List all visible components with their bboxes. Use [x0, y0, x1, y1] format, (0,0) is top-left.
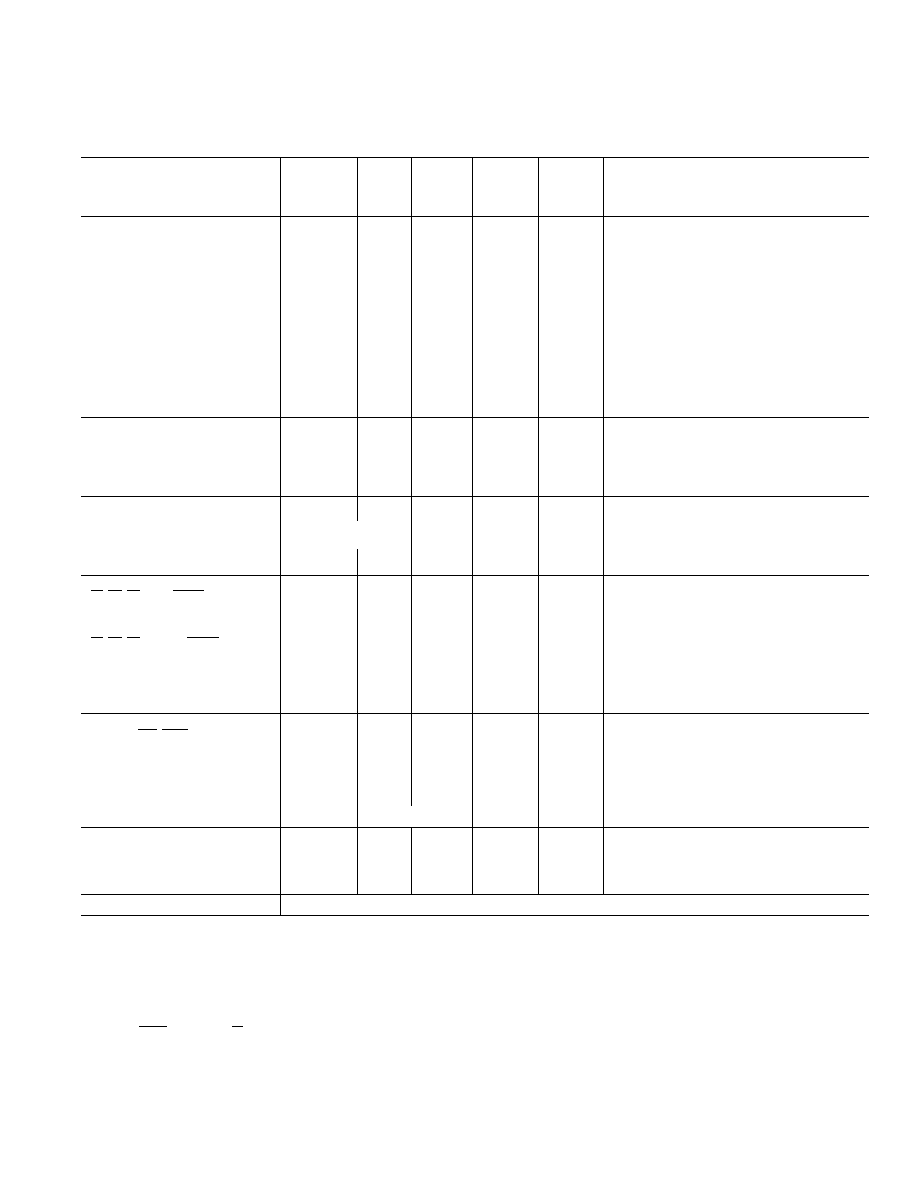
table-horizontal-rules: [81, 158, 869, 916]
signal-overbars: [91, 591, 243, 1027]
table-column-dividers: [281, 157, 604, 915]
